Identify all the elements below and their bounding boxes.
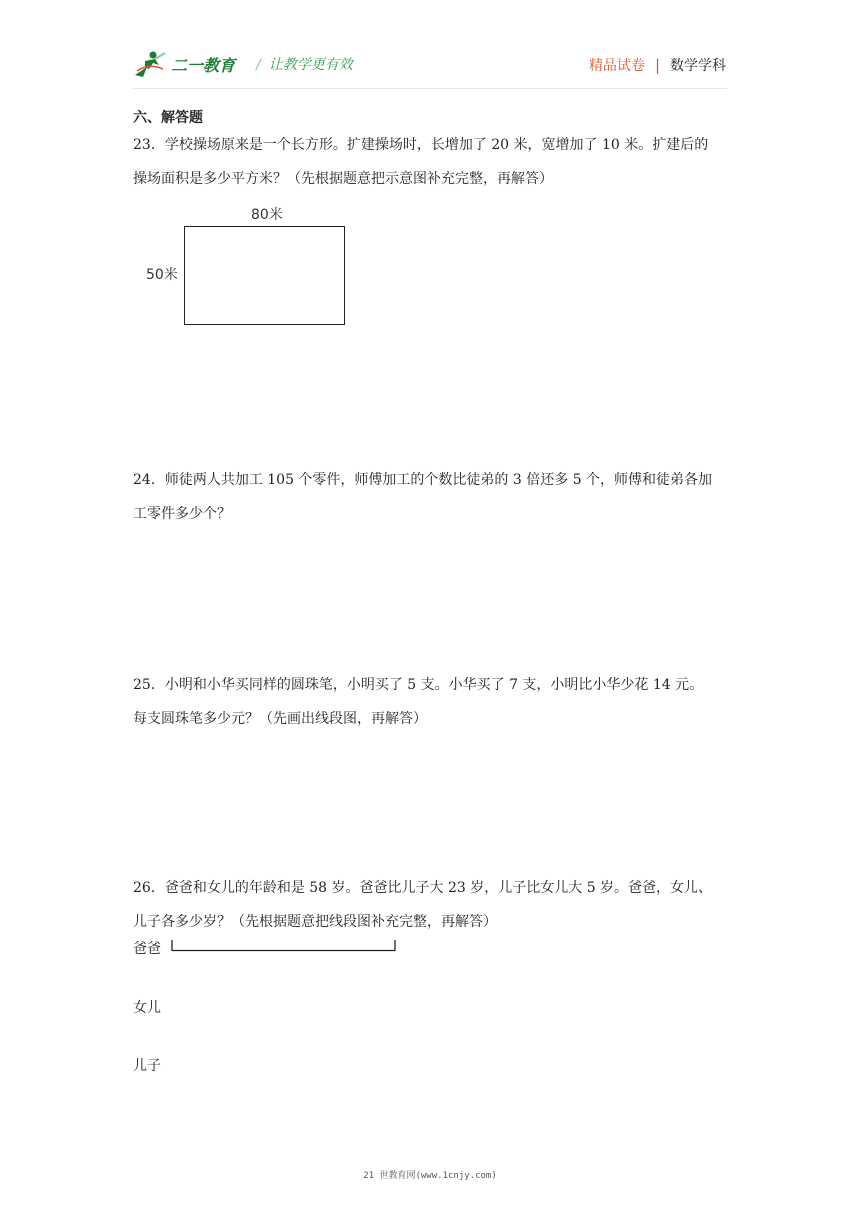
slogan-text: 让教学更有效 xyxy=(268,57,353,73)
subject-label: 数学学科 xyxy=(670,58,726,74)
rect-length-label: 80米 xyxy=(251,207,283,223)
footer-source: 21 世教育网(www.1cnjy.com) xyxy=(363,1171,497,1181)
question-24 xyxy=(133,463,733,531)
question-25-line-1: 25．小明和小华买同样的圆珠笔，小明买了 5 支。小华买了 7 支，小明比小华少花 14 元。 xyxy=(133,677,704,693)
dad-label: 爸爸 xyxy=(133,941,161,957)
question-25-line-2: 每支圆珠笔多少元？（先画出线段图，再解答） xyxy=(133,711,427,727)
brand-logo xyxy=(133,48,235,80)
daughter-label: 女儿 xyxy=(133,1000,161,1016)
question-23 xyxy=(133,128,733,196)
playground-rectangle xyxy=(184,226,345,325)
rect-width-label: 50米 xyxy=(146,267,178,283)
slogan-divider: / xyxy=(256,57,261,73)
section-title: 六、解答题 xyxy=(133,110,203,126)
question-23-line-2: 操场面积是多少平方米？（先根据题意把示意图补充完整，再解答） xyxy=(133,171,553,187)
question-26-line-2: 儿子各多少岁？（先根据题意把线段图补充完整，再解答） xyxy=(133,914,497,930)
header-right xyxy=(589,55,726,75)
question-24-line-2: 工零件多少个？ xyxy=(133,506,231,522)
dad-segment xyxy=(170,938,400,954)
question-25 xyxy=(133,668,733,736)
header-rule xyxy=(133,88,727,89)
slogan xyxy=(256,54,353,74)
question-26-line-1: 26．爸爸和女儿的年龄和是 58 岁。爸爸比儿子大 23 岁，儿子比女儿大 5 岁。爸爸，女儿、 xyxy=(133,880,713,896)
son-label: 儿子 xyxy=(133,1058,161,1074)
question-24-line-1: 24．师徒两人共加工 105 个零件，师傅加工的个数比徒弟的 3 倍还多 5 个，师傅和徒弟各加 xyxy=(133,472,713,488)
runner-logo-icon xyxy=(133,49,167,79)
logo-text: 二一教育 xyxy=(171,55,236,75)
question-26 xyxy=(133,871,733,939)
header-divider: | xyxy=(654,56,660,74)
premium-label: 精品试卷 xyxy=(588,58,645,74)
question-23-line-1: 23．学校操场原来是一个长方形。扩建操场时，长增加了 20 米，宽增加了 10 米。扩建后的 xyxy=(133,137,709,153)
